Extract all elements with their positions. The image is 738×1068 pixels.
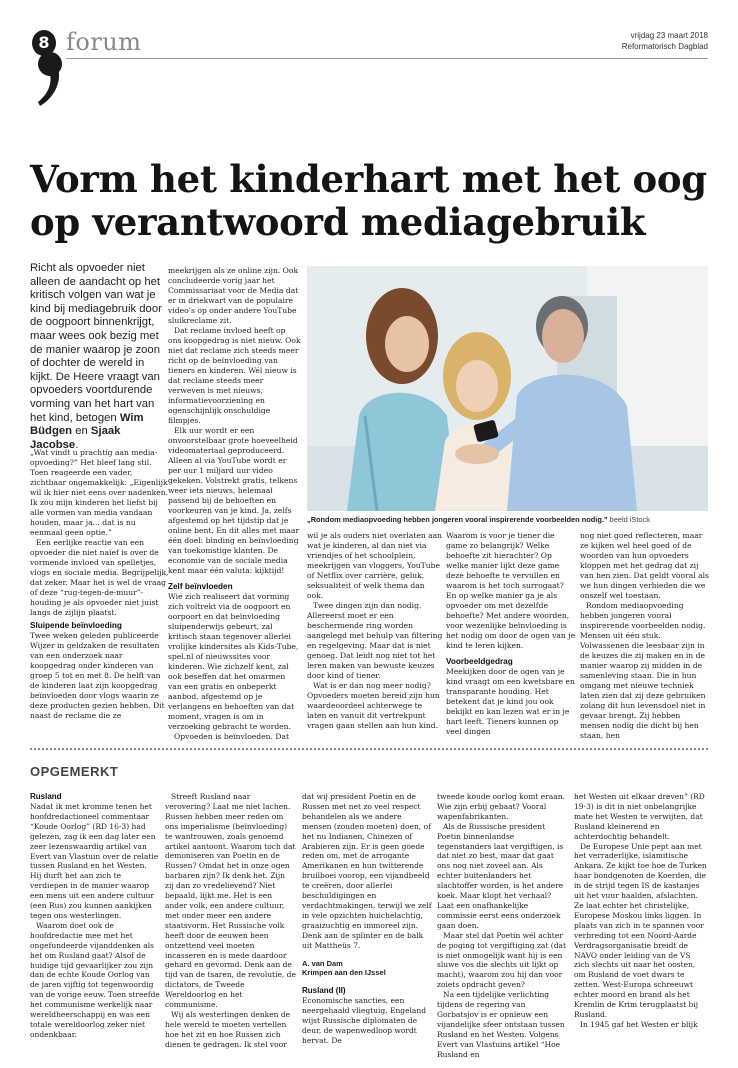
article-column-4 [446,531,576,737]
paragraph: Dat reclame invloed heeft op ons koopgedrag is niet nieuw. Ook niet dat reclame zich steeds meer richt op de beïnvloeding van tieners en kinderen. Wél nieuw is dat reclame steeds meer verweven is met nieuws, informatievoorziening en ogenschijnlijk onschuldige filmpjes. [168,326,301,425]
paragraph: Wat is er dan nog meer nodig? Opvoeders moeten bereid zijn hun waardeoordeel achterwege te laten en vanuit dit vertrekpunt vragen gaan stellen aan hun kind. [307,681,440,730]
paragraph: Nadat ik met kromme tenen het hoofdredactioneel commentaar “Koude Oorlog” (RD 16-3) had gelezen, zag ik een dag later een zeer lezenswaardig artikel van Evert van Vlastuin over de relatie tussen Rusland en het Westen. Hij durft het aan zich te verdiepen in de manier waarop een mens uit een andere cultuur (een Rus) zou kunnen aankijken tegen ons westerlingen. [30,802,159,920]
paragraph: nog niet goed reflecteren, maar ze kijken wel heel goed of de woorden van hun opvoeders kloppen met het gedrag dat zij van hen zien. Dat geldt vooral als we hun dingen verbieden die we onszelf wel toestaan. [580,531,709,600]
page-header [32,28,708,58]
paragraph: Economische sancties, een neergehaald vliegtuig, Engeland wijst Russische diplomaten de deur, de wapenwedloop wordt hervat. De [302,996,427,1045]
paragraph: Een eerlijke reactie van een opvoeder die niet naïef is over de vormende invloed van spelletjes, vlogs en sociale media. Begrijpelijk, dat zeker. Maar het is wel de vraag of deze “rug-tegen-de-muur”-houding je als opvoeder niet juist langs de zijlijn plaatst. [30,538,169,617]
paragraph: Waarom is voor je tiener die game zo belangrijk? Welke behoefte zit hierachter? Op welke manier lijkt deze game deze behoefte te vervullen en waarom is het toch surrogaat? En op welke manier ga je als opvoeder om met dezelfde behoefte? Met andere woorden, voor wezenlijke beïnvloeding is het nodig om door de ogen van je kind te leren kijken. [446,531,576,650]
paragraph: Twee dingen zijn dan nodig. Allereerst moet er een beschermende ring worden aangelegd met behulp van filtering en regelgeving. Maar dat is niet genoeg. Dat leidt nog niet tot het leren maken van bewuste keuzes door kind of tiener. [307,601,443,680]
photo-caption [307,515,708,525]
subheading: Zelf beïnvloeden [168,582,233,591]
letter-heading: Rusland [30,792,62,801]
letters-column-4 [437,792,568,1059]
paragraph: In 1945 gaf het Westen er blijk [580,1019,698,1029]
article-intro [30,262,170,452]
paragraph: Twee weken geleden publiceerde Wijzer in geldzaken de resultaten van een onderzoek naar koopgedrag onder kinderen van groep 5 tot en met 8. De helft van de kinderen laat zijn koopgedrag beïnvloeden door vlogs waarin ze deze producten gezien hebben. Dit naast de reclame die ze [30,631,165,720]
header-divider [66,58,708,59]
intro-text: Richt als opvoeder niet alleen de aandacht op het kritisch volgen van wat je kind bij mediagebruik door de oogpoort binnenkrijgt, maar wees ook bezig met de manier waarop je zoon of dochter de wereld in kijkt. De Heere vraagt van opvoeders voortdurende vorming van het hart van het kind, betogen [30,262,162,424]
subheading: Sluipende beïnvloeding [30,621,122,630]
paragraph: dat wij president Poetin en de Russen met net zo veel respect behandelen als we andere mensen (zouden moeten) doen, of het nu Indianen, Chinezen of Arabieren zijn. Er is geen goede reden om, met de arrogante Amerikanen en hun twitterende bruilboei voorop, een vijandbeeld te creëren, door allerlei beschuldigingen en verdachtmakingen, terwijl we zelf in vele opzichten huichelachtig, graaizuchtig en immoreel zijn. Denk aan de splinter en de balk uit Mattheüs 7. [302,792,432,950]
comma-logo-icon [36,52,64,106]
paragraph: Elk uur wordt er een onvoorstelbaar grote hoeveelheid videomateriaal geproduceerd. Alleen al via YouTube wordt er per uur 1 miljard uur video gekeken. Volstrekt gratis, telkens weer iets nieuws, helemaal passend bij de behoeften en voorkeuren van je kind. Ja, zelfs afgestemd op het tijdstip dat je online bent. En dit alles met maar één doel: binding en beïnvloeding van toekomstige klanten. De economie van de sociale media kent maar één valuta: kijktijd! [168,426,300,575]
letters-column-1 [30,792,160,1040]
paragraph: Rondom mediaopvoeding hebben jongeren vooral inspirerende voorbeelden nodig. Mensen uit één stuk. Volwassenen die leesbaar zijn in de keuzes die zij maken en in de manier waarop zij midden in de samenleving staan. Die in hun omgang met nieuwe techniek laten zien dat zij deze gebruiken zolang dit hun levensdoel niet in gevaar brengt. Zij hebben mensen nodig die dicht bij hen staan, hen [580,601,706,740]
author-name: Sjaak Jacobse [30,425,121,451]
article-photo [307,266,708,511]
subheading: Voorbeeldgedrag [446,657,513,666]
issue-date: vrijdag 23 maart 2018 [630,31,708,40]
article-headline: Vorm het kinderhart met het oog op verantwoord mediagebruik [30,157,707,244]
article-column-3 [307,531,443,731]
paragraph: Wij als westerlingen denken de hele wereld te moeten vertellen hoe het zit en hoe Russen zich dienen te gedragen. Ik stel voor [165,1009,291,1049]
paragraph: Als de Russische president Poetin binnenlandse tegenstanders laat vergiftigen, is dat niet zo best, maar dat gaat ons nog niet zoveel aan. Als echter buitenlanders het slachtoffer worden, is het andere koek. Maar klopt het verhaal? Laat een onafhankelijke commissie eerst eens onderzoek gaan doen. [437,821,564,930]
signature-name: A. van Dam [302,958,343,968]
paragraph: meekrijgen als ze online zijn. Ook concludeerde vorig jaar het Commissariaat voor de Media dat er in driekwart van de populaire video’s op onder andere YouTube sluikreclame zit. [168,266,299,325]
paragraph: Waarom doet ook de hoofdredactie mee met het ongefundeerde vijanddenken als het om Rusland gaat? Alsof de huidige tijd gevaarlijker zou zijn dan de echte Koude Oorlog van de jaren vijftig tot tegenwoordig van de vorige eeuw. Toen streefde het communisme werkelijk naar wereldheerschappij en was een totale wereldoorlog zeker niet ondenkbaar. [30,920,160,1039]
author-join: en [75,425,88,438]
article-column-2 [168,266,301,742]
masthead-info [622,30,708,52]
photo-credit: beeld iStock [609,515,650,524]
paragraph: tweede koude oorlog komt eraan. Wie zijn erbij gebaat? Vooral wapenfabrikanten. [437,792,565,821]
caption-text: „Rondom mediaopvoeding hebben jongeren vooral inspirerende voorbeelden nodig.” [307,515,608,524]
paragraph: Streeft Rusland naar verovering? Laat me niet lachen. Russen hebben meer reden om ons imperialisme (beïnvloeding) te wantrouwen, zoals genoemd artikel aantoont. Waarom toch dat demoniseren van Poetin en de Russen? Omdat het in onze ogen barbaren zijn? Ik denk het. Zijn zij dan zo vredelievend? Niet bepaald, lijkt me. Het is een ander volk, een andere cultuur, met onder meer een andere staatsvorm. Het Russische volk heeft door de eeuwen heen ontzettend veel moeten incasseren en is mede daardoor gehard en gevormd. Denk aan de tijd van de tsaren, de revolutie, de dictators, de Tweede Wereldoorlog en het communisme. [165,792,296,1010]
letters-column-3 [302,792,432,1046]
opgemerkt-heading: OPGEMERKT [30,764,119,779]
newspaper-name: Reformatorisch Dagblad [621,42,708,51]
paragraph: „Wat vindt u prachtig aan media-opvoeding?” Het bleef lang stil. Toen reageerde een vader, zichtbaar ongemakkelijk: „Eigenlijk wil ik hier niet eens over nadenken. Ik zou mijn kinderen het liefst bij alle vormen van media vandaan houden, maar ja... dat is nu eenmaal geen optie.” [30,448,169,537]
letters-column-2 [165,792,296,1050]
paragraph: Maar stel dat Poetin wél achter de poging tot vergiftiging zat (dat is niet onmogelijk want hij is een sluwe vos die slechts uit lijkt op macht), waarom zou hij dan voor zoiets opdracht geven? [437,930,566,990]
letter-signature [302,959,432,979]
page-number: 8 [32,30,56,56]
paragraph: wil je als ouders niet overlaten aan wat je kinderen, al dan niet via vriendjes of het schoolplein, meekrijgen van vloggers, YouTube of Netflix over carrière, geluk, seksualiteit of welk thema dan ook. [307,531,443,600]
paragraph: Wie zich realiseert dat vorming zich voltrekt via de oogpoort en oorpoort en dat beïnvloeding sluipenderwijs gebeurt, zal kritisch staan tegenover allerlei vrolijke kindersites als Kids-Tube, spel.nl of nieuwssites voor kinderen. Wie zichzelf kent, zal ook beseffen dat het omarmen van een gratis en onbeperkt aanbod, afgestemd op je verlangens en behoeften van dat moment, vragen is om in verzoeking gebracht te worden. [168,592,299,731]
section-title: forum [66,28,142,56]
paragraph: Na een tijdelijke verlichting tijdens de regering van Gorbatsjov is er opnieuw een vijandelijke sfeer ontstaan tussen Rusland en het Westen. Volgens Evert van Vlastuins artikel “Hoe Rusland en [437,990,565,1059]
author-end: . [75,438,79,451]
photo-illustration [307,266,708,511]
article-column-5 [580,531,710,741]
paragraph: Meekijken door de ogen van je kind vraagt om een kwetsbare en transparante houding. Het betekent dat je kind jou ook bekijkt en kan lezen wat er in je hart leeft. Tieners kunnen op veel dingen [446,667,575,736]
letters-column-5 [574,792,708,1030]
author-name: Wim Büdgen [30,411,144,438]
article-column-1 [30,448,170,721]
signature-place: Krimpen aan den IJssel [302,968,386,978]
letter-heading: Rusland (II) [302,986,346,996]
paragraph: De Europese Unie pept aan met het verraderlijke, islamitische Ankara. Ze kijkt toe hoe de Turken haar bondgenoten de Koerden, die in de strijd tegen IS de kastanjes uit het vuur haalden, afslachten. Ze laat echter het christelijke, Europese Moskou links liggen. In plaats van zich in te spannen voor verbreding tot een Noord-Aarde Verdragsorganisatie breidt de NAVO onder leiding van de VS zich slechts uit naar het oosten, om Rusland de voet dwars te zetten. West-Europa schreeuwt echter moord en brand als het Kremlin de Krim terugplaatst bij Rusland. [574,841,707,1019]
paragraph: het Westen uit elkaar dreven” (RD 19-3) is dit in niet onbelangrijke mate het Westen te verwijten, dat Rusland kleinerend en achterdochtig behandelt. [574,792,705,841]
section-divider [30,748,708,750]
paragraph: Opvoeden is beïnvloeden. Dat [174,732,290,741]
